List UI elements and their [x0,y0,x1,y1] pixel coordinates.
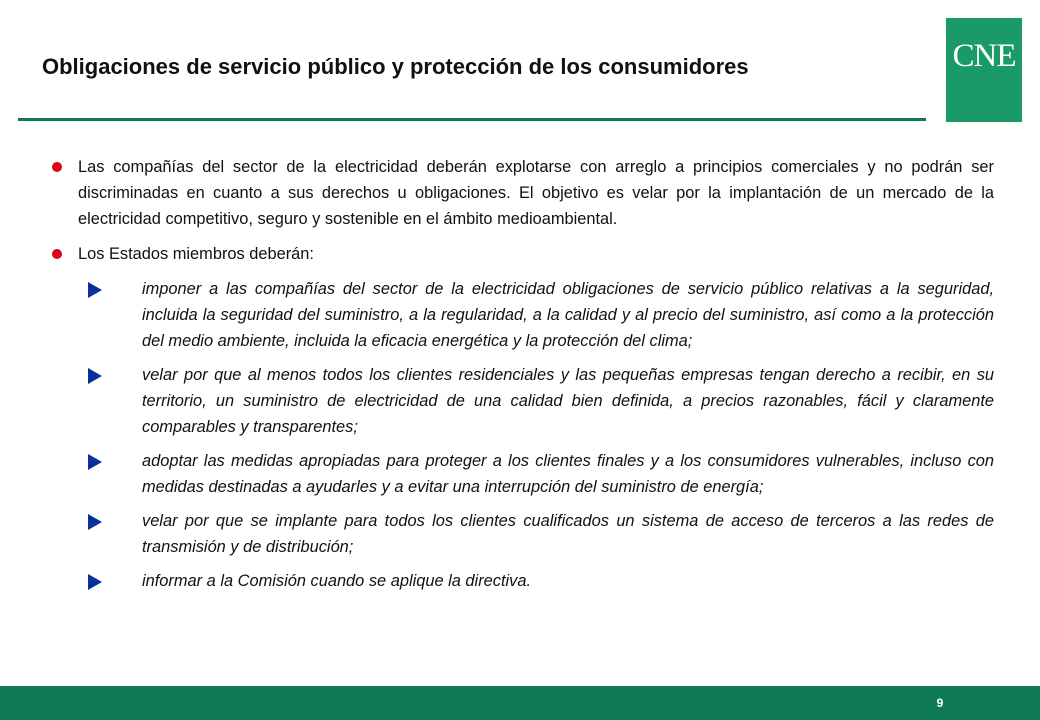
sub-bullet-text: velar por que se implante para todos los clientes cualificados un sistema de acceso de terceros a las redes de transmisión y de distribución; [142,512,994,556]
arrow-bullet-icon [88,514,102,530]
sub-bullet-item [48,508,994,560]
footer-bar [0,686,1040,720]
bullet-item-principles [48,154,994,232]
sub-bullet-text: imponer a las compañías del sector de la electricidad obligaciones de servicio público relativas a la seguridad, incluida la seguridad del suministro, a la regularidad, a la calidad y al precio del suministro, así como a la protección del medio ambiente, incluida la eficacia energética y la protección del clima; [142,280,994,350]
sub-bullet-item [48,448,994,500]
obligations-list [48,276,994,594]
page-number: 9 [936,696,944,710]
arrow-bullet-icon [88,282,102,298]
sub-bullet-item [48,362,994,440]
arrow-bullet-icon [88,454,102,470]
title-divider [18,118,926,121]
sub-bullet-text: adoptar las medidas apropiadas para proteger a los clientes finales y a los consumidores vulnerables, incluso con medidas destinadas a ayudarles y a evitar una interrupción del suministro de energía; [142,452,994,496]
bullet-item-member-states [48,241,994,267]
red-bullet-icon [52,249,62,259]
red-bullet-icon [52,162,62,172]
sub-bullet-item [48,568,994,594]
sub-bullet-item [48,276,994,354]
sub-bullet-text: velar por que al menos todos los clientes residenciales y las pequeñas empresas tengan derecho a recibir, en su territorio, un suministro de electricidad de una calidad bien definida, a precios razonables, fácil y claramente comparables y transparentes; [142,366,994,436]
cne-logo: CNE [946,18,1022,122]
arrow-bullet-icon [88,368,102,384]
arrow-bullet-icon [88,574,102,590]
slide-content [48,154,994,602]
sub-bullet-text: informar a la Comisión cuando se aplique la directiva. [142,572,532,590]
bullet-text: Las compañías del sector de la electricidad deberán explotarse con arreglo a principios comerciales y no podrán ser discriminadas en cuanto a sus derechos u obligaciones. El objetivo es velar por la implantación de un mercado de la electricidad competitivo, seguro y sostenible en el ámbito medioambiental. [78,158,994,228]
slide-title: Obligaciones de servicio público y protección de los consumidores [42,54,749,79]
bullet-text: Los Estados miembros deberán: [78,245,314,263]
